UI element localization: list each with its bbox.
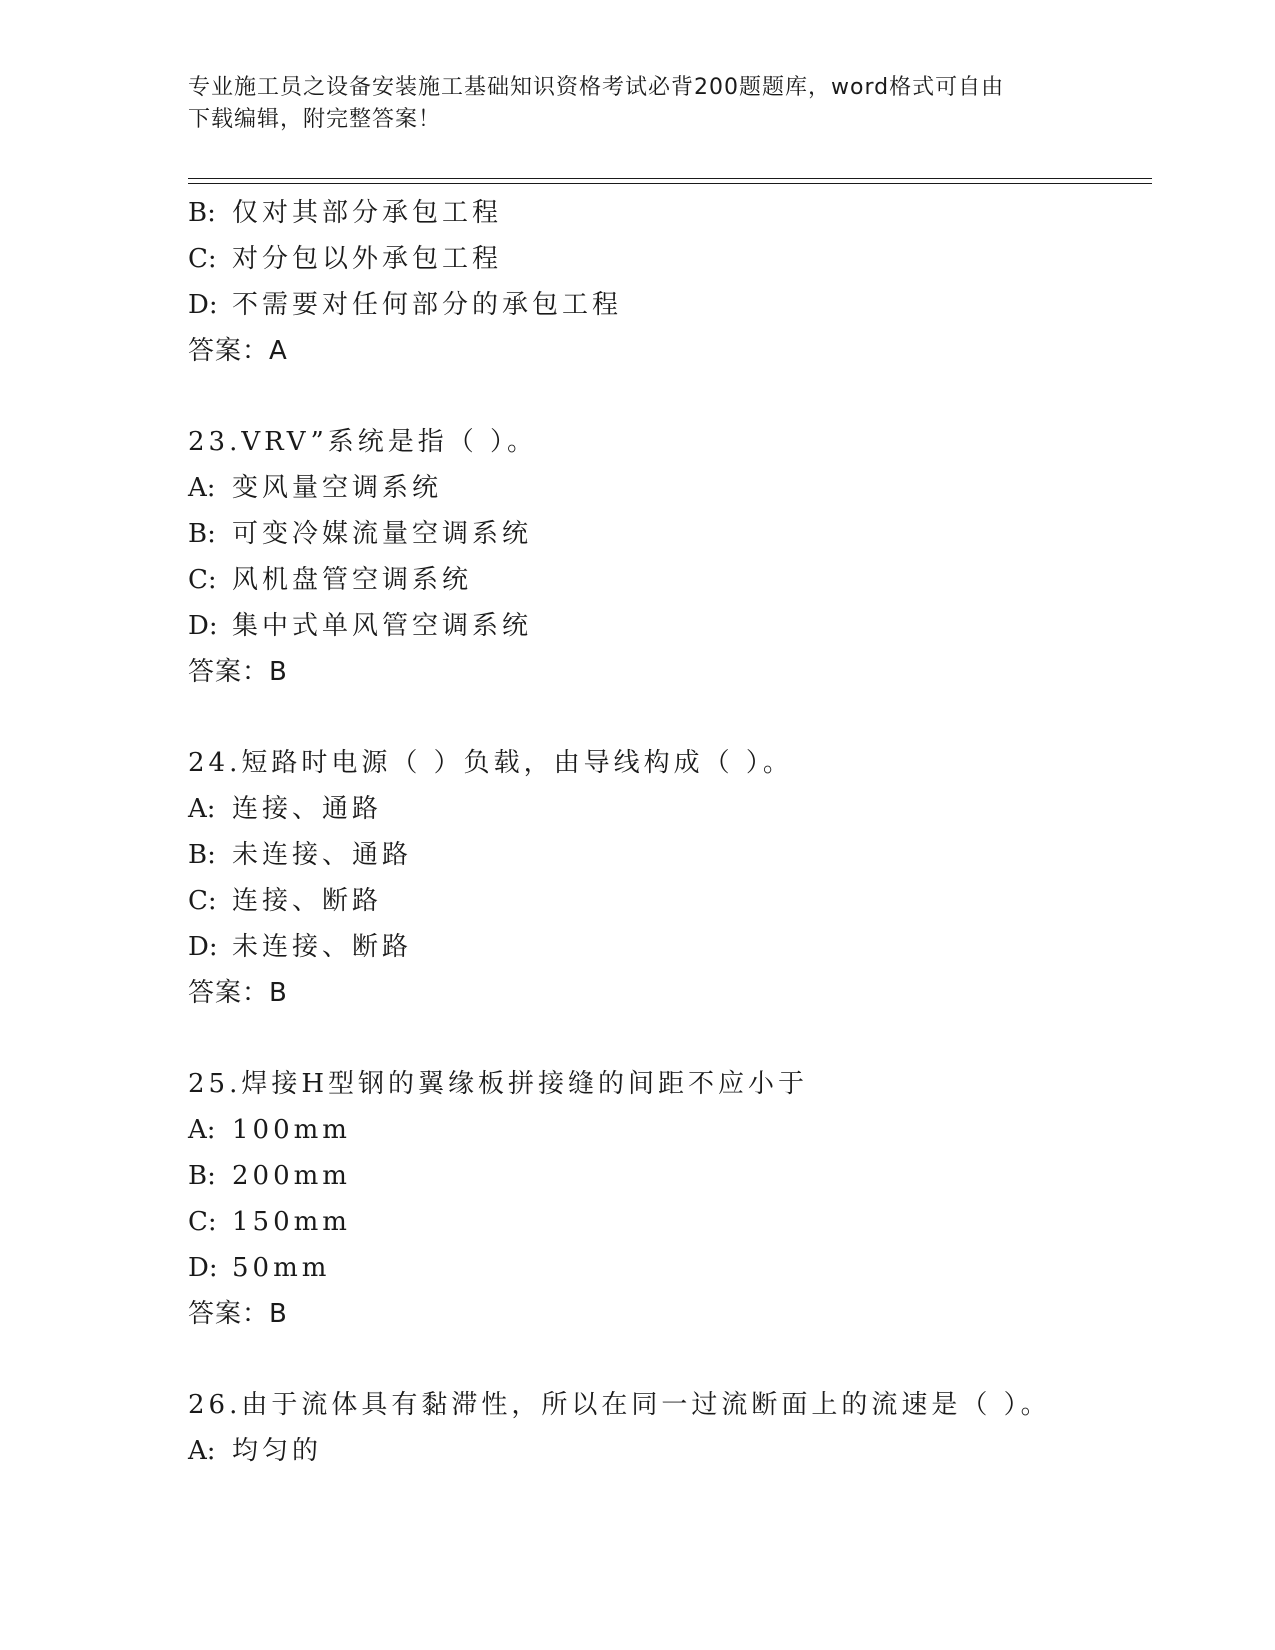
option-a [188,1428,1152,1474]
document-body [188,190,1152,1474]
option-letter: A: [188,1436,216,1466]
option-letter: A: [188,1115,216,1145]
spacer [188,1337,1152,1382]
option-text: 未连接、断路 [232,932,413,962]
option-d [188,603,1152,649]
option-letter: D: [188,1253,218,1283]
option-a [188,1107,1152,1153]
answer-line: 答案：B [188,657,288,687]
option-text: 200mm [232,1161,351,1191]
option-text: 50mm [232,1253,331,1283]
question-stem: 25.焊接H型钢的翼缘板拼接缝的间距不应小于 [188,1069,809,1099]
option-letter: C: [188,565,217,595]
question-23 [188,419,1152,695]
option-a [188,465,1152,511]
answer-line: 答案：B [188,1299,288,1329]
header-line-1: 专业施工员之设备安装施工基础知识资格考试必背200题题库，word格式可自由 [188,75,1005,100]
option-b [188,1153,1152,1199]
question-stem: 23.VRV”系统是指（ ）。 [188,427,538,457]
spacer [188,374,1152,419]
option-letter: C: [188,1207,217,1237]
option-text: 连接、断路 [232,886,383,916]
option-letter: D: [188,290,218,320]
option-text: 均匀的 [232,1436,323,1466]
question-22-continued [188,190,1152,374]
option-c [188,236,1152,282]
option-letter: B: [188,840,216,870]
option-letter: D: [188,932,218,962]
header-line-2: 下载编辑，附完整答案！ [188,107,442,132]
option-text: 连接、通路 [232,794,383,824]
option-d [188,282,1152,328]
option-b [188,511,1152,557]
option-text: 150mm [232,1207,351,1237]
option-text: 不需要对任何部分的承包工程 [232,290,623,320]
answer-line: 答案：B [188,978,288,1008]
option-d [188,924,1152,970]
option-text: 变风量空调系统 [232,473,443,503]
option-letter: A: [188,473,216,503]
question-26 [188,1382,1152,1474]
option-d [188,1245,1152,1291]
option-letter: C: [188,244,217,274]
question-stem: 26.由于流体具有黏滞性，所以在同一过流断面上的流速是（ ）。 [188,1390,1051,1420]
option-letter: B: [188,519,216,549]
question-24 [188,740,1152,1016]
option-text: 未连接、通路 [232,840,413,870]
option-text: 仅对其部分承包工程 [232,198,503,228]
answer-line: 答案：A [188,336,288,366]
spacer [188,1016,1152,1061]
option-b [188,832,1152,878]
document-header [188,72,1068,136]
option-c [188,878,1152,924]
question-25 [188,1061,1152,1337]
option-letter: D: [188,611,218,641]
header-divider-bottom [188,183,1152,184]
option-text: 对分包以外承包工程 [232,244,503,274]
option-letter: B: [188,198,216,228]
option-letter: B: [188,1161,216,1191]
header-divider-top [188,178,1152,179]
option-letter: C: [188,886,217,916]
option-text: 集中式单风管空调系统 [232,611,533,641]
option-letter: A: [188,794,216,824]
option-b [188,190,1152,236]
spacer [188,695,1152,740]
option-text: 风机盘管空调系统 [232,565,473,595]
option-a [188,786,1152,832]
option-text: 可变冷媒流量空调系统 [232,519,533,549]
option-text: 100mm [232,1115,351,1145]
option-c [188,557,1152,603]
option-c [188,1199,1152,1245]
question-stem: 24.短路时电源（ ）负载，由导线构成（ ）。 [188,748,793,778]
